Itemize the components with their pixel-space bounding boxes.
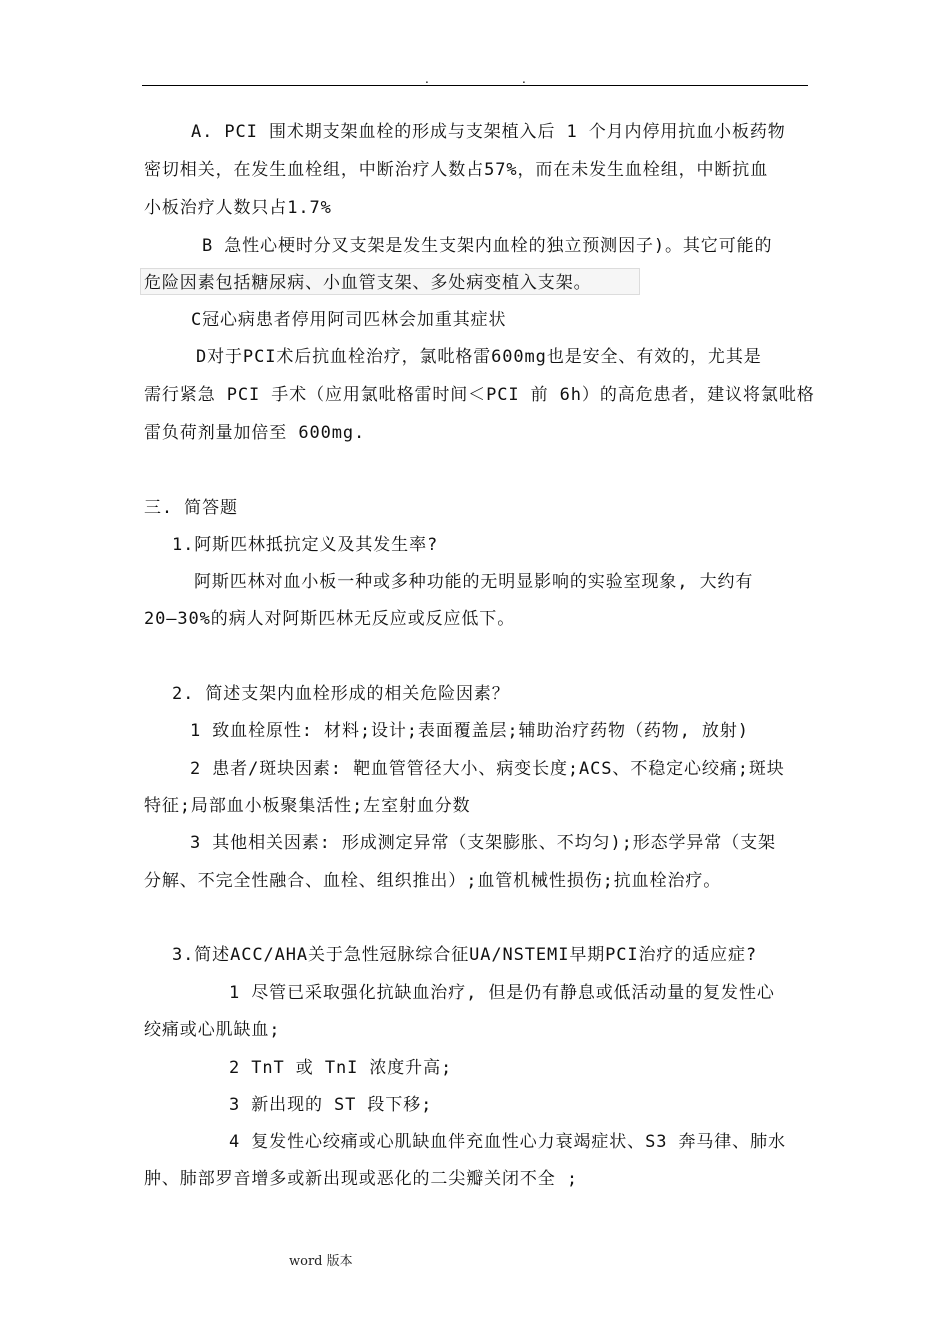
answer-2-item-3-line-2: 分解、不完全性融合、血栓、组织推出）;血管机械性损伤;抗血栓治疗。	[144, 871, 722, 891]
paragraph-a-line-3: 小板治疗人数只占1.7%	[144, 198, 332, 218]
question-3: 3.简述ACC/AHA关于急性冠脉综合征UA/NSTEMI早期PCI治疗的适应症?	[172, 945, 758, 965]
paragraph-b-line-1: B 急性心梗时分叉支架是发生支架内血栓的独立预测因子)。其它可能的	[202, 236, 773, 256]
answer-3-item-3: 3 新出现的 ST 段下移;	[229, 1095, 433, 1115]
answer-1-line-2: 20—30%的病人对阿斯匹林无反应或反应低下。	[144, 609, 516, 629]
question-1: 1.阿斯匹林抵抗定义及其发生率?	[172, 535, 439, 555]
question-2: 2. 简述支架内血栓形成的相关危险因素？	[172, 684, 510, 704]
answer-3-item-4-line-1: 4 复发性心绞痛或心肌缺血伴充血性心力衰竭症状、S3 奔马律、肺水	[229, 1132, 786, 1152]
paragraph-a-line-2: 密切相关，在发生血栓组，中断治疗人数占57%，而在未发生血栓组，中断抗血	[144, 160, 769, 180]
paragraph-d-line-2: 需行紧急 PCI 手术（应用氯吡格雷时间＜PCI 前 6h）的高危患者，建议将氯吡格	[144, 385, 815, 405]
answer-3-item-4-line-2: 肿、肺部罗音增多或新出现或恶化的二尖瓣关闭不全 ;	[144, 1169, 578, 1189]
section-heading: 三. 简答题	[144, 498, 238, 518]
paragraph-d-line-1: D对于PCI术后抗血栓治疗，氯吡格雷600mg也是安全、有效的，尤其是	[196, 347, 762, 367]
paragraph-c-line-1: C冠心病患者停用阿司匹林会加重其症状	[191, 310, 507, 330]
answer-2-item-2-line-2: 特征;局部血小板聚集活性;左室射血分数	[144, 796, 471, 816]
answer-2-item-1: 1 致血栓原性: 材料;设计;表面覆盖层;辅助治疗药物（药物, 放射)	[190, 721, 749, 741]
paragraph-b-line-2: 危险因素包括糖尿病、小血管支架、多处病变植入支架。	[144, 273, 592, 293]
footer-text: word 版本	[289, 1254, 353, 1269]
paragraph-a-line-1: A. PCI 围术期支架血栓的形成与支架植入后 1 个月内停用抗血小板药物	[191, 122, 786, 142]
header-dot: .	[522, 72, 526, 86]
answer-3-item-2: 2 TnT 或 TnI 浓度升高;	[229, 1058, 453, 1078]
answer-2-item-2-line-1: 2 患者/斑块因素: 靶血管管径大小、病变长度;ACS、不稳定心绞痛;斑块	[190, 759, 785, 779]
answer-3-item-1-line-1: 1 尽管已采取强化抗缺血治疗, 但是仍有静息或低活动量的复发性心	[229, 983, 775, 1003]
header-rule	[142, 85, 808, 86]
header-dots	[0, 72, 950, 84]
answer-2-item-3-line-1: 3 其他相关因素: 形成测定异常（支架膨胀、不均匀);形态学异常（支架	[190, 833, 776, 853]
paragraph-d-line-3: 雷负荷剂量加倍至 600mg.	[144, 423, 366, 443]
answer-1-line-1: 阿斯匹林对血小板一种或多种功能的无明显影响的实验室现象, 大约有	[194, 572, 754, 592]
answer-3-item-1-line-2: 绞痛或心肌缺血;	[144, 1020, 281, 1040]
header-dot: .	[425, 72, 429, 86]
